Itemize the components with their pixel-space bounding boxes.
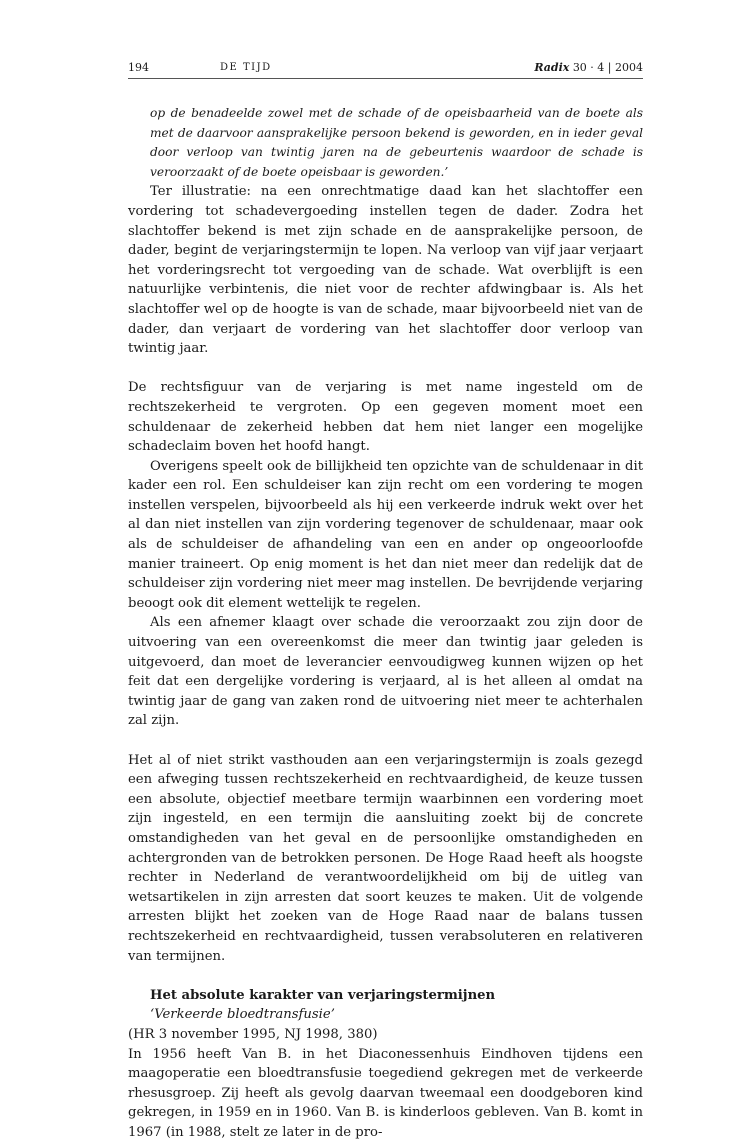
page-number: 194 (128, 60, 149, 76)
journal-issue: 30 · 4 | 2004 (573, 61, 643, 74)
legal-quote: op de benadeelde zowel met de schade of de opeisbaarheid van de boete als met de daarvoor aansprakelijke persoon bekend is geworden, en in ieder geval door verloop van twintig jaren na de gebeurtenis waardoor de schade is veroorzaakt of de boete opeisbaar is geworden.’ (150, 104, 643, 182)
case-text: In 1956 heeft Van B. in het Diaconessenhuis Eindhoven tijdens een maagoperatie een bloedtransfusie toegediend gekregen met de verkeerde rhesusgroep. Zij heeft als gevolg daarvan tweemaal een doodgeboren kind gekregen, in 1959 en in 1960. Van B. is kinderloos gebleven. Van B. komt in 1967 (in 1988, stelt ze later in de pro- (128, 1045, 643, 1142)
paragraph-fairness: Overigens speelt ook de billijkheid ten opzichte van de schuldenaar in dit kader een rol. Een schuldeiser kan zijn recht om een vordering te mogen instellen verspelen, bijvoorbeeld als hij een verkeerde indruk wekt over het al dan niet instellen van zijn vordering tegenover de schuldenaar, maar ook als de schuldeiser de afhandeling van een en ander op ongeoorloofde manier traineert. Op enig moment is het dan niet meer dan redelijk dat de schuldeiser zijn vordering niet meer mag instellen. De bevrijdende verjaring beoogt ook dit element wettelijk te regelen. (128, 457, 643, 614)
journal-info (534, 60, 643, 76)
paragraph-hoge-raad: Het al of niet strikt vasthouden aan een verjaringstermijn is zoals gezegd een afweging tussen rechtszekerheid en rechtvaardigheid, de keuze tussen een absolute, objectief meetbare termijn waarbinnen een vordering moet zijn ingesteld, en een termijn die aansluiting zoekt bij de concrete omstandigheden van het geval en de persoonlijke omstandigheden en achtergronden van de betrokken personen. De Hoge Raad heeft als hoogste rechter in Nederland de verantwoordelijkheid om bij de uitleg van wetsartikelen in zijn arresten dat soort keuzes te maken. Uit de volgende arresten blijkt het zoeken van de Hoge Raad naar de balans tussen rechtszekerheid en rechtvaardigheid, tussen verabsoluteren en relativeren van termijnen. (128, 751, 643, 967)
journal-name: Radix (534, 61, 569, 74)
case-citation: (HR 3 november 1995, NJ 1998, 380) (128, 1025, 643, 1045)
page-header (128, 60, 643, 79)
running-head: DE TIJD (220, 60, 272, 76)
body-text (128, 104, 643, 1142)
paragraph-illustration: Ter illustratie: na een onrechtmatige daad kan het slachtoffer een vordering tot schadevergoeding instellen tegen de dader. Zodra het slachtoffer bekend is met zijn schade en de aansprakelijke persoon, de dader, begint de verjaringstermijn te lopen. Na verloop van vijf jaar verjaart het vorderingsrecht tot vergoeding van de schade. Wat overblijft is een natuurlijke verbintenis, die niet voor de rechter afdwingbaar is. Als het slachtoffer wel op de hoogte is van de schade, maar bijvoorbeeld niet van de dader, dan verjaart de vordering van het slachtoffer door verloop van twintig jaar. (128, 182, 643, 358)
case-title: ‘Verkeerde bloedtransfusie’ (150, 1005, 643, 1025)
section-heading: Het absolute karakter van verjaringstermijnen (150, 986, 643, 1006)
paragraph-legal-certainty: De rechtsfiguur van de verjaring is met name ingesteld om de rechtszekerheid te vergroten. Op een gegeven moment moet een schuldenaar de zekerheid hebben dat hem niet langer een mogelijke schadeclaim boven het hoofd hangt. (128, 378, 643, 456)
paragraph-customer-complaint: Als een afnemer klaagt over schade die veroorzaakt zou zijn door de uitvoering van een overeenkomst die meer dan twintig jaar geleden is uitgevoerd, dan moet de leverancier eenvoudigweg kunnen wijzen op het feit dat een dergelijke vordering is verjaard, al is het alleen al omdat na twintig jaar de gang van zaken rond de uitvoering niet meer te achterhalen zal zijn. (128, 613, 643, 731)
